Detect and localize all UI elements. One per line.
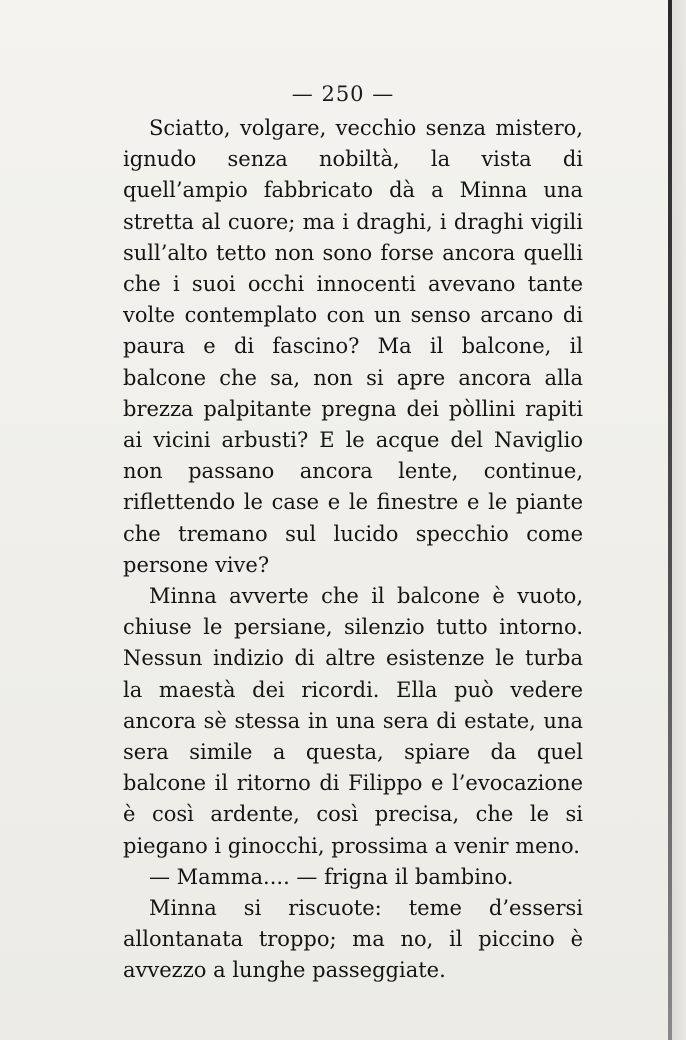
body-text: [123, 113, 583, 987]
paragraph-1: Sciatto, volgare, vecchio senza mistero, ignudo senza nobiltà, la vista di quell’ampio fabbricato dà a Minna una stretta al cuore; ma i draghi, i draghi vigili sull’alto tetto non sono forse ancora quelli che i suoi occhi innocenti avevano tante volte contemplato con un senso arcano di paura e di fascino? Ma il balcone, il balcone che sa, non si apre ancora alla brezza palpitante pregna dei pòllini rapiti ai vicini arbusti? E le acque del Naviglio non passano ancora lente, continue, riflettendo le case e le finestre e le piante che tremano sul lucido specchio come persone vive?: [123, 116, 583, 577]
paragraph-2: Minna avverte che il balcone è vuoto, chiuse le persiane, silenzio tutto intorno. Nessun indizio di altre esistenze le turba la maestà dei ricordi. Ella può vedere ancora sè stessa in una sera di estate, una sera simile a questa, spiare da quel balcone il ritorno di Filippo e l’evocazione è così ardente, così precisa, che le si piegano i ginocchi, prossima a venir meno.: [123, 584, 583, 858]
page-number: — 250 —: [291, 82, 395, 106]
paragraph-4: Minna si riscuote: teme d’essersi allontanata troppo; ma no, il piccino è avvezzo a lunghe passeggiate.: [123, 896, 583, 983]
page-gutter-shadow: [672, 0, 686, 1040]
paragraph-3: — Mamma.... — frigna il bambino.: [149, 864, 514, 889]
page-binding-edge: [668, 0, 672, 1040]
